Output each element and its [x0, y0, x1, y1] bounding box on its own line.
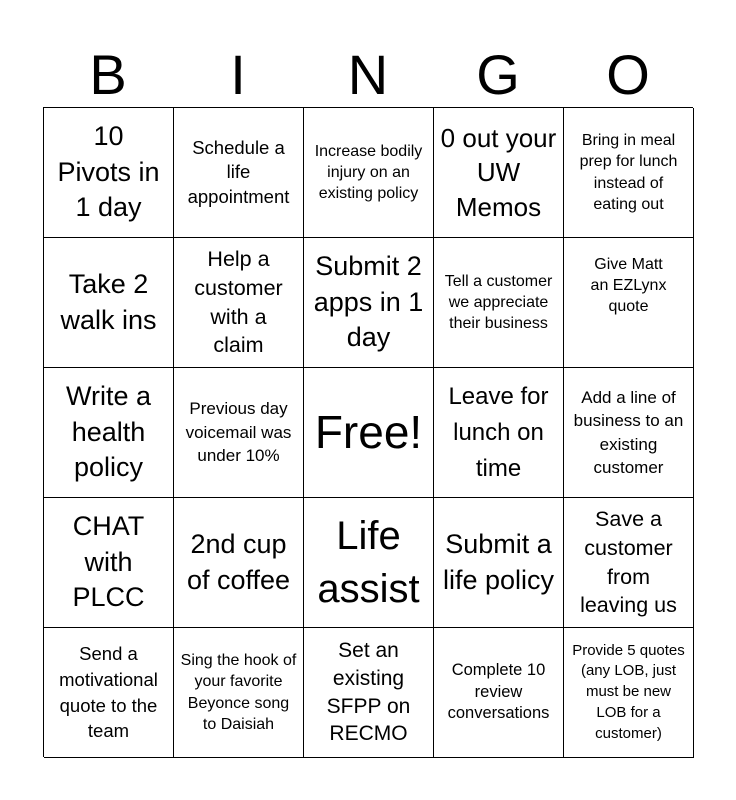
cell-text: Send a motivational quote to the team: [59, 643, 158, 742]
bingo-cell-r3-c2[interactable]: [174, 368, 304, 498]
free-space-text: Free!: [314, 406, 423, 459]
cell-text: Give Matt an EZLynx quote: [590, 255, 667, 316]
cell-text: Life assist: [317, 513, 420, 611]
bingo-cell-r5-c3[interactable]: [304, 628, 434, 758]
cell-text: Leave for lunch on time: [448, 382, 549, 482]
cell-text: 2nd cup of coffee: [186, 528, 291, 595]
cell-text: Sing the hook of your favorite Beyonce song to Daisiah: [180, 651, 297, 733]
bingo-cell-r2-c4[interactable]: [434, 238, 564, 368]
header-letter-i: I: [230, 43, 246, 106]
cell-text: 10 Pivots in 1 day: [57, 121, 160, 223]
bingo-cell-r4-c4[interactable]: [434, 498, 564, 628]
bingo-cell-r2-c3[interactable]: [304, 238, 434, 368]
bingo-cell-r2-c1[interactable]: [44, 238, 174, 368]
bingo-cell-r5-c1[interactable]: [44, 628, 174, 758]
cell-text: Submit a life policy: [442, 528, 555, 595]
header-letter-g: G: [476, 43, 520, 106]
header-letter-b: B: [89, 43, 127, 106]
bingo-cell-r3-c3[interactable]: [304, 368, 434, 498]
bingo-cell-r4-c3[interactable]: [304, 498, 434, 628]
cell-text: 0 out your UW Memos: [440, 123, 557, 222]
bingo-cell-r3-c5[interactable]: [564, 368, 694, 498]
header-letter-o: O: [606, 43, 650, 106]
bingo-cell-r1-c1[interactable]: [44, 108, 174, 238]
bingo-header: [43, 44, 693, 106]
bingo-board: [43, 107, 693, 757]
bingo-cell-r5-c4[interactable]: [434, 628, 564, 758]
cell-text: Take 2 walk ins: [60, 268, 157, 335]
bingo-cell-r1-c3[interactable]: [304, 108, 434, 238]
bingo-cell-r5-c2[interactable]: [174, 628, 304, 758]
bingo-cell-r1-c4[interactable]: [434, 108, 564, 238]
cell-text: Previous day voicemail was under 10%: [185, 399, 292, 466]
cell-text: Submit 2 apps in 1 day: [313, 251, 424, 353]
cell-text: Provide 5 quotes (any LOB, just must be new LOB for a customer): [572, 641, 685, 742]
cell-text: Complete 10 review conversations: [447, 660, 550, 723]
bingo-cell-r5-c5[interactable]: [564, 628, 694, 758]
bingo-cell-r3-c1[interactable]: [44, 368, 174, 498]
bingo-cell-r3-c4[interactable]: [434, 368, 564, 498]
cell-text: Write a health policy: [65, 381, 152, 483]
bingo-cell-r4-c2[interactable]: [174, 498, 304, 628]
bingo-cell-r2-c5[interactable]: [564, 238, 694, 368]
bingo-cell-r4-c5[interactable]: [564, 498, 694, 628]
bingo-cell-r1-c5[interactable]: [564, 108, 694, 238]
bingo-cell-r2-c2[interactable]: [174, 238, 304, 368]
cell-text: Help a customer with a claim: [194, 247, 283, 358]
cell-text: Increase bodily injury on an existing policy: [314, 142, 423, 203]
cell-text: Save a customer from leaving us: [580, 507, 677, 618]
bingo-cell-r1-c2[interactable]: [174, 108, 304, 238]
header-letter-n: N: [347, 43, 389, 106]
cell-text: Tell a customer we appreciate their business: [444, 272, 553, 333]
cell-text: Add a line of business to an existing customer: [573, 387, 684, 477]
cell-text: Set an existing SFPP on RECMO: [326, 638, 411, 746]
cell-text: Schedule a life appointment: [187, 137, 290, 207]
cell-text: Bring in meal prep for lunch instead of eating out: [579, 131, 678, 213]
cell-text: CHAT with PLCC: [72, 511, 145, 613]
bingo-cell-r4-c1[interactable]: [44, 498, 174, 628]
